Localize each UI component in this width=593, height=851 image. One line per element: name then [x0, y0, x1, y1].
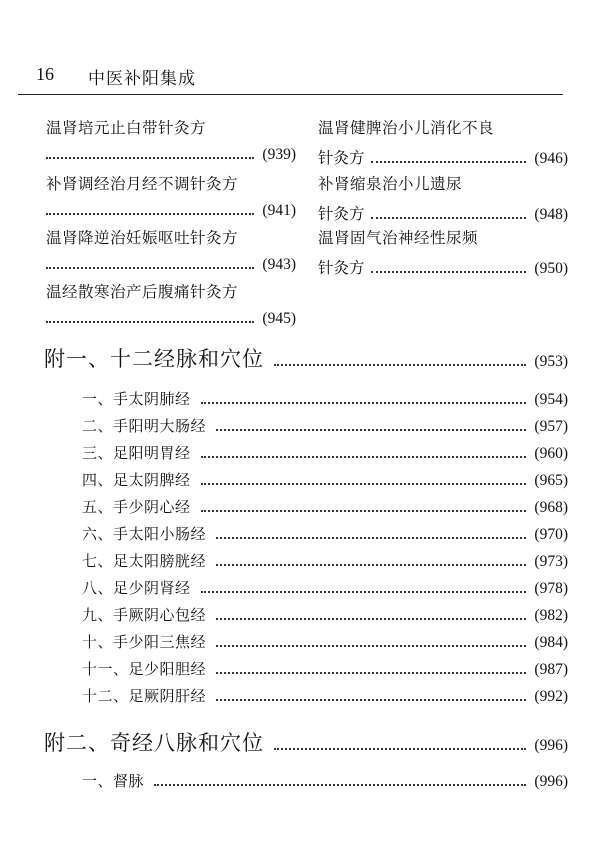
dot-leader	[216, 429, 526, 431]
toc-row	[82, 658, 568, 679]
dot-leader	[274, 364, 526, 366]
row-title: 九、手厥阴心包经	[82, 606, 207, 624]
entry-title: 温肾培元止白带针灸方	[46, 119, 207, 137]
row-page: (992)	[534, 688, 568, 705]
row-page: (973)	[534, 553, 568, 570]
entry-page: (941)	[262, 202, 296, 219]
row-page: (968)	[534, 499, 568, 516]
toc-entry	[318, 226, 568, 278]
entry-page: (943)	[262, 256, 296, 273]
entry-leader	[46, 310, 296, 328]
entry-page: (946)	[534, 150, 568, 167]
dot-leader	[371, 271, 527, 273]
section-page: (953)	[534, 353, 568, 370]
entry-title: 补肾调经治月经不调针灸方	[46, 175, 239, 193]
entry-title: 温肾降逆治妊娠呕吐针灸方	[46, 229, 239, 247]
entry-page: (950)	[534, 260, 568, 277]
entry-page: (945)	[262, 310, 296, 327]
book-title: 中医补阳集成	[88, 69, 196, 89]
entry-title: 温肾固气治神经性尿频	[318, 229, 479, 247]
row-page: (954)	[534, 391, 568, 408]
toc-row	[82, 631, 568, 652]
entry-title: 温经散寒治产后腹痛针灸方	[46, 283, 239, 301]
dot-leader	[46, 267, 254, 269]
toc-row	[82, 550, 568, 571]
row-title: 十一、足少阳胆经	[82, 660, 207, 678]
dot-leader	[201, 402, 527, 404]
dot-leader	[216, 537, 526, 539]
entry-leader	[318, 256, 568, 278]
entry-page: (939)	[262, 146, 296, 163]
dot-leader	[154, 784, 526, 786]
entry-title-continued: 针灸方	[318, 205, 365, 223]
dot-leader	[201, 510, 527, 512]
dot-leader	[216, 645, 526, 647]
toc-row	[82, 685, 568, 706]
entry-leader	[46, 202, 296, 220]
dot-leader	[274, 748, 526, 750]
row-title: 六、手太阳小肠经	[82, 525, 207, 543]
row-title: 二、手阳明大肠经	[82, 417, 207, 435]
section-page: (996)	[534, 737, 568, 754]
toc-entry	[318, 116, 568, 168]
toc-entry	[318, 172, 568, 224]
dot-leader	[46, 157, 254, 159]
toc-row	[82, 469, 568, 490]
dot-leader	[216, 699, 526, 701]
dot-leader	[216, 564, 526, 566]
toc-entry	[46, 172, 296, 220]
page-number: 16	[36, 64, 54, 84]
entry-leader	[46, 146, 296, 164]
row-page: (965)	[534, 472, 568, 489]
section-heading	[44, 727, 568, 757]
row-title: 十二、足厥阴肝经	[82, 687, 207, 705]
dot-leader	[371, 217, 527, 219]
row-page: (982)	[534, 607, 568, 624]
toc-row	[82, 577, 568, 598]
dot-leader	[201, 591, 527, 593]
toc-entry	[46, 226, 296, 274]
row-title: 一、督脉	[82, 772, 145, 790]
toc-row	[82, 770, 568, 791]
row-title: 七、足太阳膀胱经	[82, 552, 207, 570]
row-title: 一、手太阴肺经	[82, 390, 191, 408]
entry-title-continued: 针灸方	[318, 259, 365, 277]
row-title: 十、手少阳三焦经	[82, 633, 207, 651]
row-title: 八、足少阴肾经	[82, 579, 191, 597]
row-page: (987)	[534, 661, 568, 678]
toc-row	[82, 388, 568, 409]
section-title: 附一、十二经脉和穴位	[44, 347, 264, 371]
entry-leader	[46, 256, 296, 274]
dot-leader	[216, 618, 526, 620]
entry-title: 温肾健脾治小儿消化不良	[318, 119, 495, 137]
toc-entry	[46, 280, 296, 328]
row-title: 五、手少阴心经	[82, 498, 191, 516]
dot-leader	[201, 483, 527, 485]
row-title: 三、足阳明胃经	[82, 444, 191, 462]
toc-entry	[46, 116, 296, 164]
toc-row	[82, 496, 568, 517]
row-title: 四、足太阴脾经	[82, 471, 191, 489]
dot-leader	[46, 213, 254, 215]
entry-title-continued: 针灸方	[318, 149, 365, 167]
entry-title: 补肾缩泉治小儿遗尿	[318, 175, 463, 193]
entry-leader	[318, 146, 568, 168]
row-page: (960)	[534, 445, 568, 462]
toc-row	[82, 604, 568, 625]
entry-page: (948)	[534, 206, 568, 223]
dot-leader	[46, 321, 254, 323]
toc-row	[82, 415, 568, 436]
dot-leader	[216, 672, 526, 674]
row-page: (978)	[534, 580, 568, 597]
section-heading	[44, 343, 568, 373]
toc-row	[82, 442, 568, 463]
entry-leader	[318, 202, 568, 224]
toc-row	[82, 523, 568, 544]
row-page: (984)	[534, 634, 568, 651]
section-title: 附二、奇经八脉和穴位	[44, 731, 264, 755]
dot-leader	[371, 161, 527, 163]
row-page: (970)	[534, 526, 568, 543]
dot-leader	[201, 456, 527, 458]
row-page: (957)	[534, 418, 568, 435]
row-page: (996)	[534, 773, 568, 790]
